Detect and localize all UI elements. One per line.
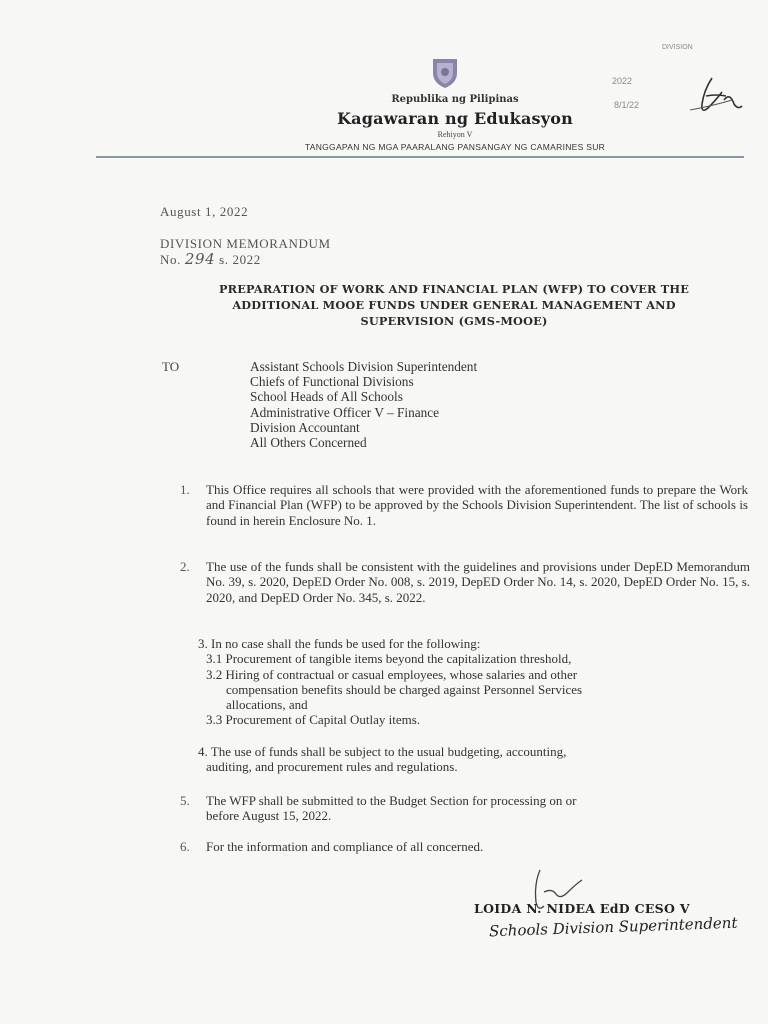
stamp-line3: 8/1/22	[614, 100, 640, 110]
paragraph-4-line2: auditing, and procurement rules and regulations.	[206, 759, 458, 775]
recipients-label: TO	[162, 359, 180, 374]
recipients-list	[250, 359, 477, 450]
received-stamp	[612, 42, 752, 122]
memo-number-suffix: s. 2022	[219, 252, 261, 267]
memo-title-line2: ADDITIONAL MOOE FUNDS UNDER GENERAL MANAGEMENT AND	[232, 298, 676, 312]
header-divider	[96, 156, 744, 158]
paragraph-3-item: 3.1 Procurement of tangible items beyond the capitalization threshold,	[206, 651, 572, 667]
header-region: Rehiyon V	[437, 130, 473, 139]
paragraph-3-item-cont: compensation benefits should be charged against Personnel Services	[226, 681, 583, 697]
recipient-item: All Others Concerned	[250, 435, 367, 451]
recipient-item: Assistant Schools Division Superintendent	[250, 359, 478, 374]
paragraph-6-number: 6.	[180, 839, 190, 854]
paragraph-3-item-cont: allocations, and	[226, 697, 308, 713]
signatory-title: Schools Division Superintendent	[488, 913, 738, 941]
paragraph-2: The use of the funds shall be consistent with the guidelines and provisions under DepED Memorandum No. 39, s. 2020, DepED Order No. 008, s. 2019, DepED Order No. 14, s. 2020, DepED Order No. 15, s. 2020, and DepED Order No. 345, s. 2022.	[206, 559, 750, 605]
header-office: TANGGAPAN NG MGA PAARALANG PANSANGAY NG CAMARINES SUR	[304, 142, 606, 152]
memo-number	[160, 250, 261, 268]
memo-number-value: 294	[184, 250, 216, 268]
paragraph-5-number: 5.	[180, 793, 190, 808]
paragraph-3-item: 3.3 Procurement of Capital Outlay items.	[206, 712, 421, 728]
paragraph-5-line1: The WFP shall be submitted to the Budget Section for processing on or	[206, 793, 577, 808]
header-department: Kagawaran ng Edukasyon	[337, 109, 573, 128]
memo-type: DIVISION MEMORANDUM	[160, 236, 331, 251]
paragraph-2-number: 2.	[180, 559, 190, 574]
paragraph-1: This Office requires all schools that were provided with the aforementioned funds to prepare the Work and Financial Plan (WFP) to be approved by the Schools Division Superintendent. The list of schools is found in herein Enclosure No. 1.	[206, 482, 748, 528]
paragraph-6: For the information and compliance of all concerned.	[206, 839, 484, 854]
recipient-item: Administrative Officer V – Finance	[250, 404, 440, 420]
paragraph-5-line2: before August 15, 2022.	[206, 808, 332, 824]
memo-title-line1: PREPARATION OF WORK AND FINANCIAL PLAN (WFP) TO COVER THE	[218, 282, 690, 296]
signatory-name: LOIDA N. NIDEA EdD CESO V	[474, 901, 690, 916]
stamp-line1: DIVISION	[662, 44, 693, 51]
memo-title	[176, 281, 732, 329]
recipient-item: Chiefs of Functional Divisions	[250, 374, 414, 390]
deped-seal-icon	[430, 55, 460, 89]
paragraph-3	[198, 636, 748, 728]
paragraph-4-line1: 4. The use of funds shall be subject to the usual budgeting, accounting,	[198, 744, 567, 759]
paragraph-1-number: 1.	[180, 482, 190, 497]
paragraph-4	[198, 744, 748, 775]
paragraph-3-intro: 3. In no case shall the funds be used for the following:	[198, 636, 481, 651]
paragraph-3-item: 3.2 Hiring of contractual or casual employees, whose salaries and other	[206, 666, 578, 682]
memo-title-line3: SUPERVISION (GMS-MOOE)	[360, 314, 548, 328]
paragraph-5	[206, 793, 750, 824]
stamp-line2: 2022	[612, 76, 633, 86]
stamp-initials-icon	[682, 70, 748, 122]
header-republic: Republika ng Pilipinas	[391, 94, 519, 105]
memo-date: August 1, 2022	[160, 204, 249, 219]
recipient-item: Division Accountant	[250, 419, 360, 435]
recipient-item: School Heads of All Schools	[250, 389, 403, 405]
memo-number-prefix: No.	[160, 252, 181, 267]
